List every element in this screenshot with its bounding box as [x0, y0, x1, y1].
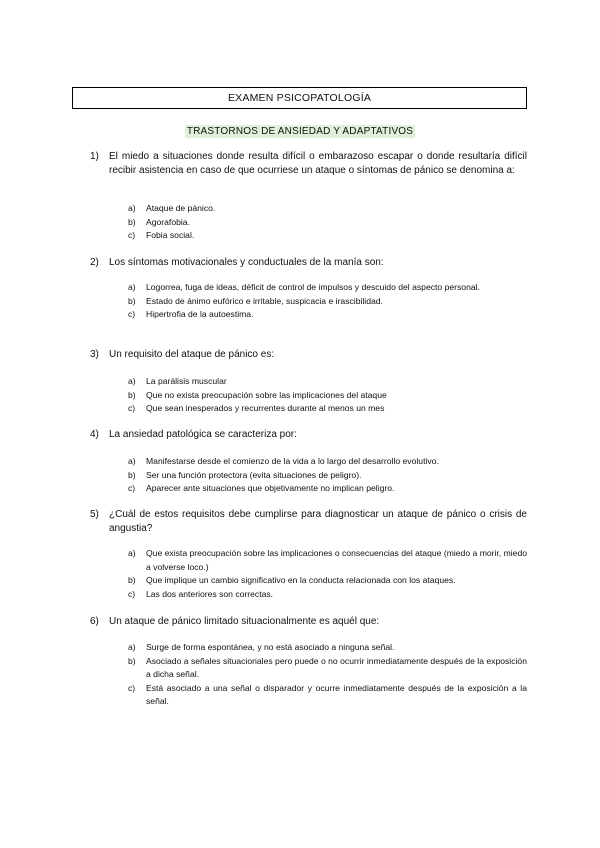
question-number: 3) — [90, 349, 99, 360]
question-3 — [90, 348, 527, 362]
exam-title-box — [72, 87, 527, 109]
question-number: 6) — [90, 616, 99, 627]
option-text: Hipertrofia de la autoestima. — [146, 309, 254, 320]
option-c — [128, 229, 527, 243]
question-4-options — [128, 455, 527, 496]
question-1-options — [128, 202, 527, 243]
option-letter: c) — [128, 588, 136, 599]
option-a — [128, 202, 527, 216]
question-number: 4) — [90, 429, 99, 440]
option-letter: b) — [128, 216, 136, 227]
option-letter: b) — [128, 295, 136, 306]
question-text: Un requisito del ataque de pánico es: — [109, 349, 275, 360]
question-text: ¿Cuál de estos requisitos debe cumplirse para diagnosticar un ataque de pánico o crisis de angustia? — [109, 509, 527, 534]
option-text: Logorrea, fuga de ideas, déficit de control de impulsos y descuido del aspecto personal. — [146, 282, 480, 292]
option-b — [128, 389, 527, 403]
option-a — [128, 547, 527, 574]
question-text: Los síntomas motivacionales y conductuales de la manía son: — [109, 257, 384, 268]
option-text: Surge de forma espontánea, y no está asociado a ninguna señal. — [146, 642, 395, 652]
option-text: Manifestarse desde el comienzo de la vida a lo largo del desarrollo evolutivo. — [146, 456, 439, 466]
option-letter: b) — [128, 469, 136, 480]
option-text: Que implique un cambio significativo en la conducta relacionada con los ataques. — [146, 575, 456, 586]
question-number: 1) — [90, 151, 99, 162]
option-letter: c) — [128, 682, 136, 693]
option-text: Agorafobia. — [146, 216, 190, 227]
question-5-options — [128, 547, 527, 601]
option-c — [128, 588, 527, 602]
option-text: Que no exista preocupación sobre las implicaciones del ataque — [146, 389, 387, 400]
question-text: Un ataque de pánico limitado situacionalmente es aquél que: — [109, 616, 380, 627]
option-b — [128, 295, 527, 309]
option-letter: a) — [128, 456, 136, 466]
question-text: El miedo a situaciones donde resulta difícil o embarazoso escapar o donde resultaría difícil recibir asistencia en caso de que ocurriese un ataque o síntomas de pánico se denomina a: — [109, 151, 527, 176]
option-text: Que sean inesperados y recurrentes durante al menos un mes — [146, 403, 385, 414]
question-2 — [90, 256, 527, 270]
question-5 — [90, 508, 527, 536]
question-6-options — [128, 641, 527, 709]
option-text: Que exista preocupación sobre las implicaciones o consecuencias del ataque (miedo a morir, miedo a volverse loco.) — [146, 548, 527, 572]
option-b — [128, 216, 527, 230]
option-text: Fobia social. — [146, 230, 195, 241]
option-letter: b) — [128, 655, 136, 666]
option-text: Asociado a señales situacionales pero puede o no ocurrir inmediatamente después de la exposición a dicha señal. — [146, 655, 527, 680]
option-b — [128, 655, 527, 682]
question-1 — [90, 150, 527, 178]
option-b — [128, 574, 527, 588]
option-a — [128, 375, 527, 389]
question-6 — [90, 615, 527, 629]
section-heading-text: TRASTORNOS DE ANSIEDAD Y ADAPTATIVOS — [186, 126, 414, 137]
question-3-options — [128, 375, 527, 416]
option-a — [128, 281, 527, 295]
option-text: Aparecer ante situaciones que objetivamente no implican peligro. — [146, 483, 395, 494]
option-letter: c) — [128, 230, 136, 241]
option-b — [128, 469, 527, 483]
option-text: Ser una función protectora (evita situaciones de peligro). — [146, 469, 362, 480]
option-letter: a) — [128, 376, 136, 386]
option-text: Las dos anteriores son correctas. — [146, 588, 274, 599]
option-letter: a) — [128, 203, 136, 213]
option-letter: b) — [128, 575, 136, 586]
option-text: Estado de ánimo eufórico e irritable, suspicacia e irascibilidad. — [146, 295, 383, 306]
option-c — [128, 682, 527, 709]
option-a — [128, 455, 527, 469]
question-number: 5) — [90, 509, 99, 520]
exam-title: EXAMEN PSICOPATOLOGÍA — [227, 92, 372, 104]
option-a — [128, 641, 527, 655]
option-text: Está asociado a una señal o disparador y ocurre inmediatamente después de la exposición a la señal. — [146, 682, 527, 707]
question-text: La ansiedad patológica se caracteriza por: — [109, 429, 297, 440]
option-letter: b) — [128, 389, 136, 400]
question-4 — [90, 428, 527, 442]
question-2-options — [128, 281, 527, 322]
section-heading — [0, 121, 600, 139]
option-c — [128, 482, 527, 496]
option-letter: c) — [128, 483, 136, 494]
option-letter: a) — [128, 642, 136, 652]
option-letter: a) — [128, 548, 136, 558]
option-letter: c) — [128, 403, 136, 414]
option-c — [128, 308, 527, 322]
option-text: La parálisis muscular — [146, 376, 227, 386]
option-letter: c) — [128, 309, 136, 320]
option-text: Ataque de pánico. — [146, 203, 216, 213]
question-number: 2) — [90, 257, 99, 268]
option-letter: a) — [128, 282, 136, 292]
option-c — [128, 402, 527, 416]
